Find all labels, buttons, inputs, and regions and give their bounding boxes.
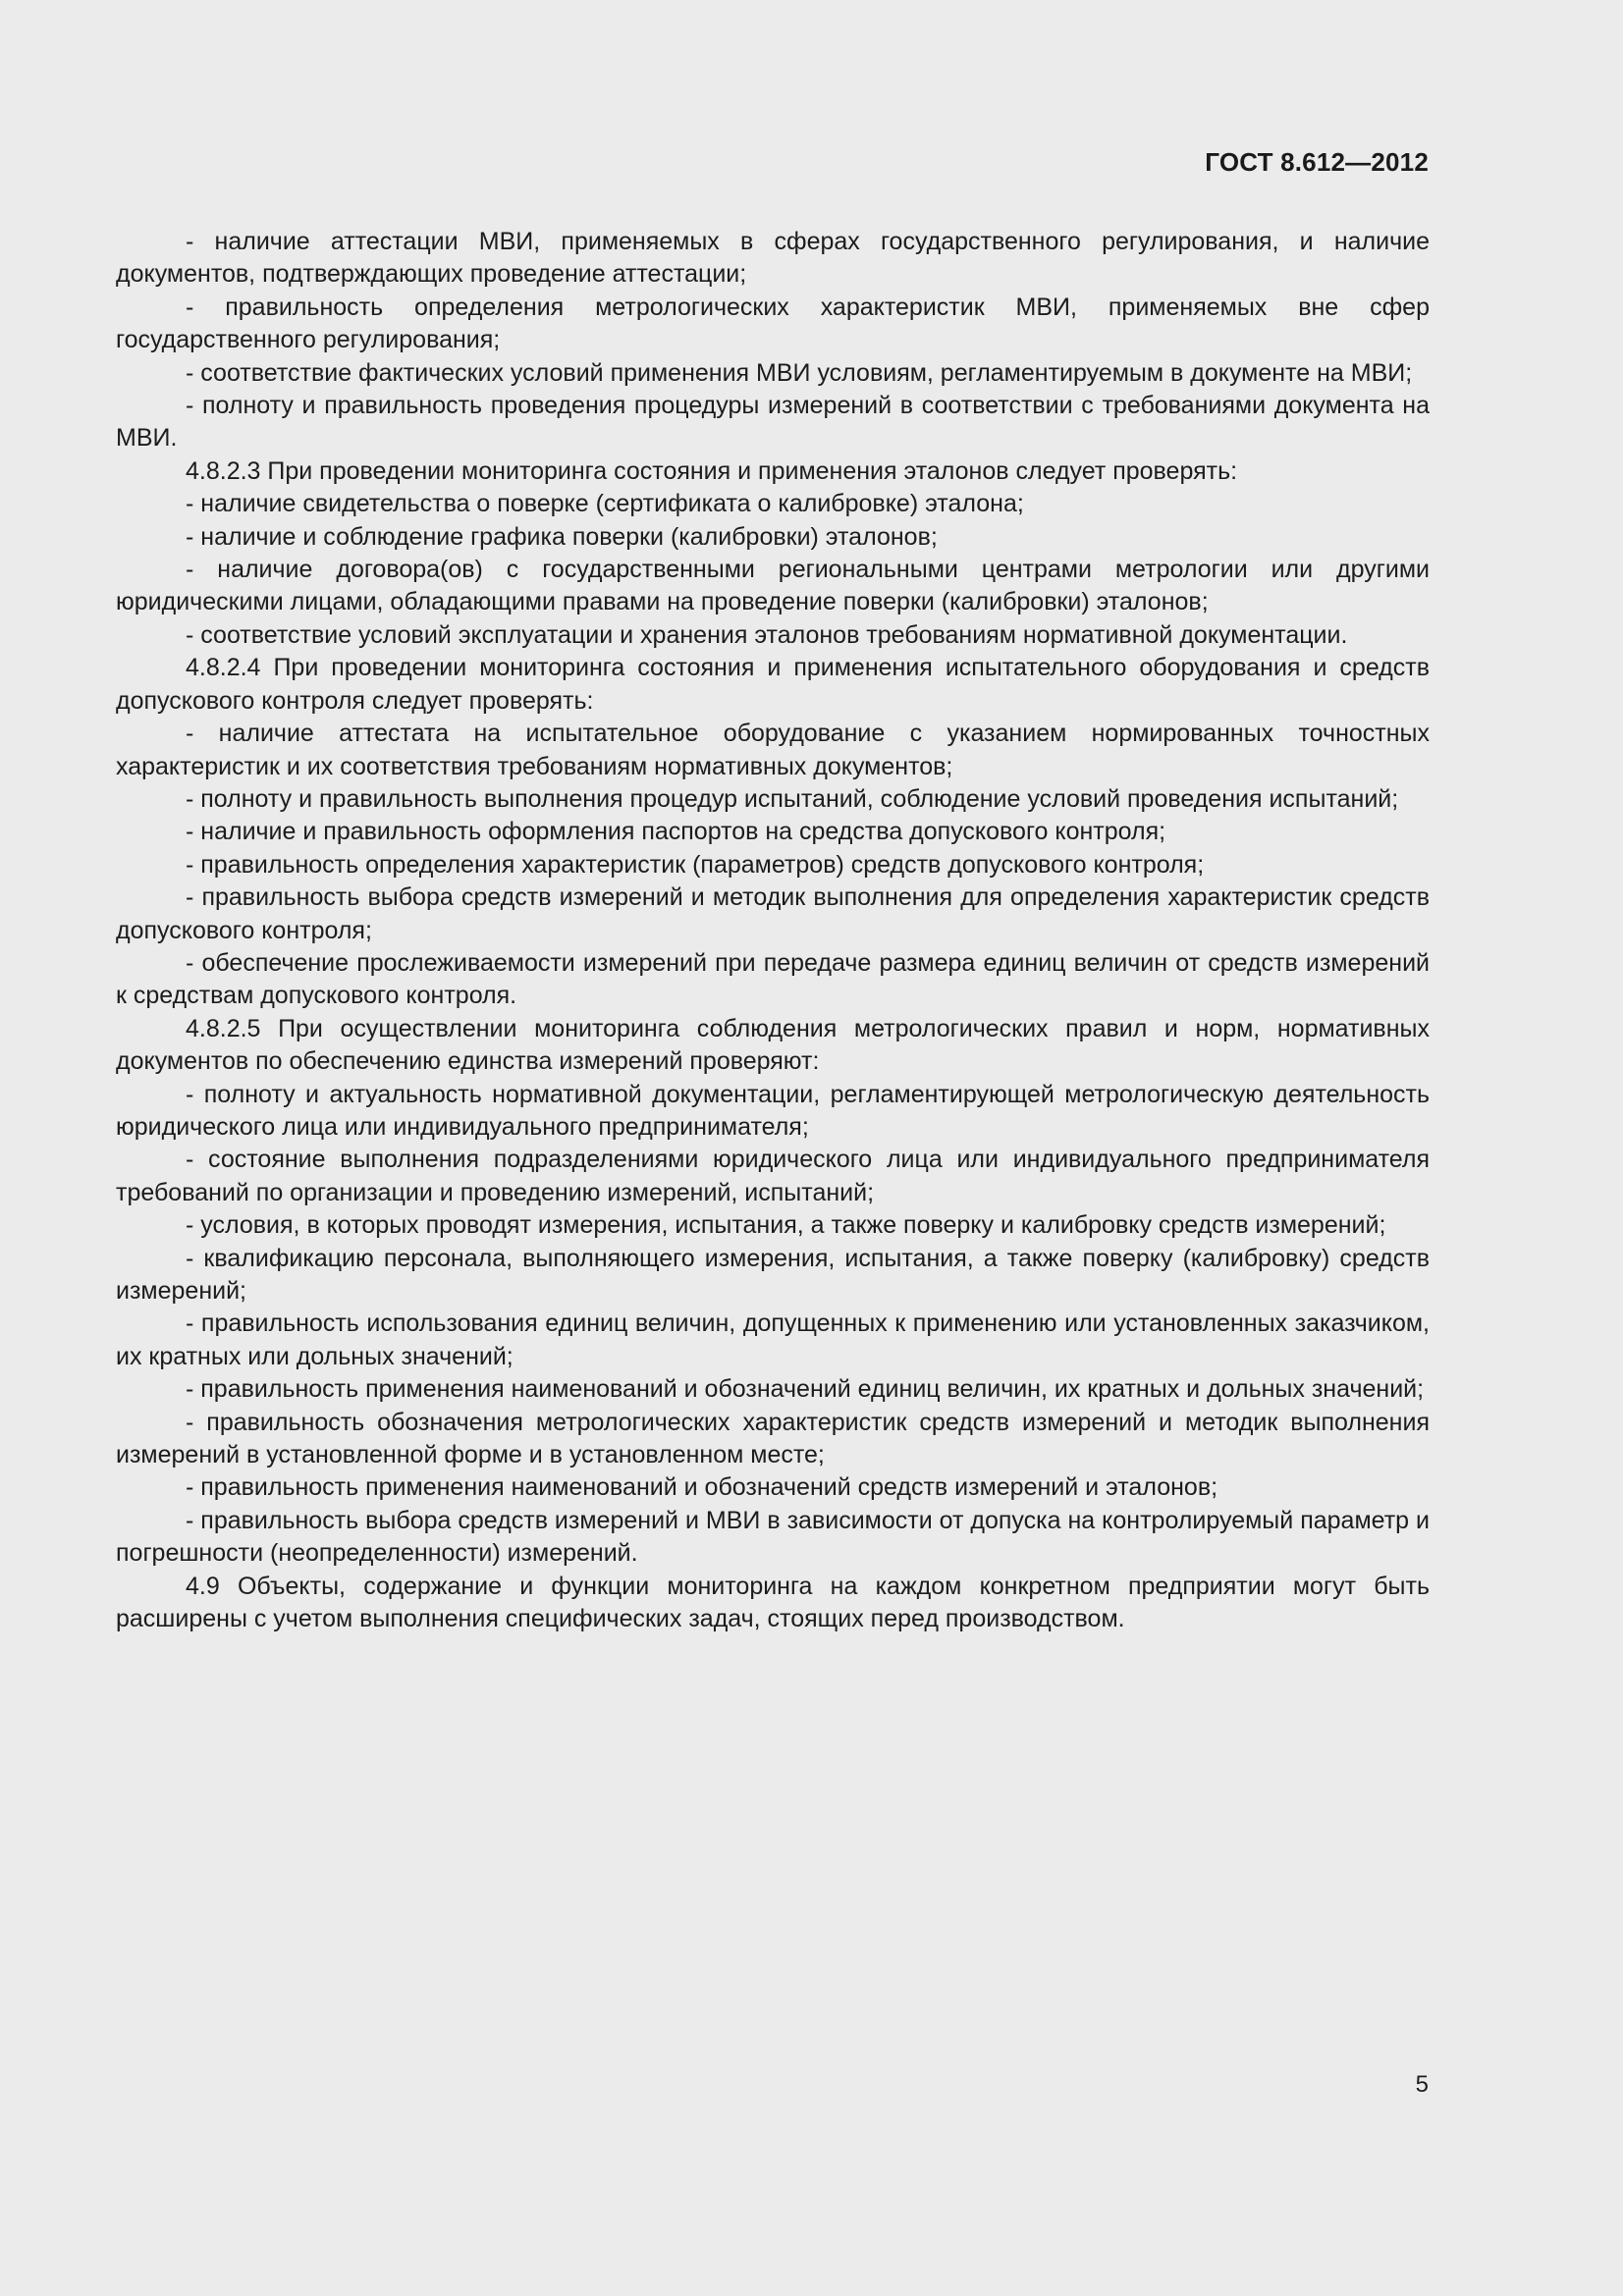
paragraph: - правильность выбора средств измерений и методик выполнения для определения характеристик средств допускового контроля; [116, 883, 1430, 944]
paragraph: - полноту и правильность проведения процедуры измерений в соответствии с требованиями документа на МВИ. [116, 392, 1430, 453]
paragraph: - состояние выполнения подразделениями юридического лица или индивидуального предпринимателя требований по организации и проведению измерений, испытаний; [116, 1146, 1430, 1206]
paragraph: - полноту и актуальность нормативной документации, регламентирующей метрологическую деятельность юридического лица или индивидуального предпринимателя; [116, 1080, 1430, 1141]
paragraph: - наличие и правильность оформления паспортов на средства допускового контроля; [186, 818, 1166, 846]
section-heading-4-8-2-3: 4.8.2.3 При проведении мониторинга состояния и применения эталонов следует проверять: [186, 456, 1238, 485]
paragraph: - правильность использования единиц величин, допущенных к применению или установленных заказчиком, их кратных или дольных значений; [116, 1309, 1430, 1370]
paragraph: - наличие аттестации МВИ, применяемых в сферах государственного регулирования, и наличие документов, подтверждающих проведение аттестации; [116, 228, 1430, 289]
paragraph: - условия, в которых проводят измерения, испытания, а также поверку и калибровку средств измерений; [186, 1211, 1386, 1240]
paragraph: - правильность определения характеристик (параметров) средств допускового контроля; [186, 850, 1205, 879]
paragraph: - правильность обозначения метрологических характеристик средств измерений и методик выполнения измерений в установленной форме и в установленном месте; [116, 1408, 1430, 1469]
paragraph: - наличие договора(ов) с государственными региональными центрами метрологии или другими юридическими лицами, обладающими правами на проведение поверки (калибровки) эталонов; [116, 556, 1430, 616]
paragraph: - наличие и соблюдение графика поверки (калибровки) эталонов; [186, 522, 938, 551]
paragraph: - обеспечение прослеживаемости измерений при передаче размера единиц величин от средств измерений к средствам допускового контроля. [116, 948, 1430, 1010]
document-code-header: ГОСТ 8.612—2012 [1205, 147, 1429, 177]
paragraph: - правильность применения наименований и обозначений средств измерений и эталонов; [186, 1473, 1218, 1502]
section-heading-4-9: 4.9 Объекты, содержание и функции мониторинга на каждом конкретном предприятии могут быть расширены с учетом выполнения специфических задач, стоящих перед производством. [116, 1572, 1430, 1633]
paragraph: - правильность применения наименований и обозначений единиц величин, их кратных и дольных значений; [186, 1375, 1425, 1404]
paragraph: - наличие аттестата на испытательное оборудование с указанием нормированных точностных характеристик и их соответствия требованиям нормативных документов; [116, 720, 1430, 780]
document-body [116, 226, 1430, 1635]
section-heading-4-8-2-5: 4.8.2.5 При осуществлении мониторинга соблюдения метрологических правил и норм, нормативных документов по обеспечению единства измерений проверяют: [116, 1014, 1430, 1076]
section-heading-4-8-2-4: 4.8.2.4 При проведении мониторинга состояния и применения испытательного оборудования и средств допускового контроля следует проверять: [116, 654, 1430, 715]
paragraph: - правильность определения метрологических характеристик МВИ, применяемых вне сфер государственного регулирования; [116, 293, 1430, 354]
paragraph: - наличие свидетельства о поверке (сертификата о калибровке) эталона; [186, 490, 1024, 518]
paragraph: - полноту и правильность выполнения процедур испытаний, соблюдение условий проведения испытаний; [186, 784, 1399, 813]
paragraph: - квалификацию персонала, выполняющего измерения, испытания, а также поверку (калибровку) средств измерений; [116, 1244, 1430, 1305]
paragraph: - соответствие условий эксплуатации и хранения эталонов требованиям нормативной документации. [186, 620, 1348, 649]
paragraph: - соответствие фактических условий применения МВИ условиям, регламентируемым в документе на МВИ; [186, 358, 1413, 387]
paragraph: - правильность выбора средств измерений и МВИ в зависимости от допуска на контролируемый параметр и погрешности (неопределенности) измерений. [116, 1506, 1430, 1568]
page-number: 5 [1415, 2071, 1429, 2098]
